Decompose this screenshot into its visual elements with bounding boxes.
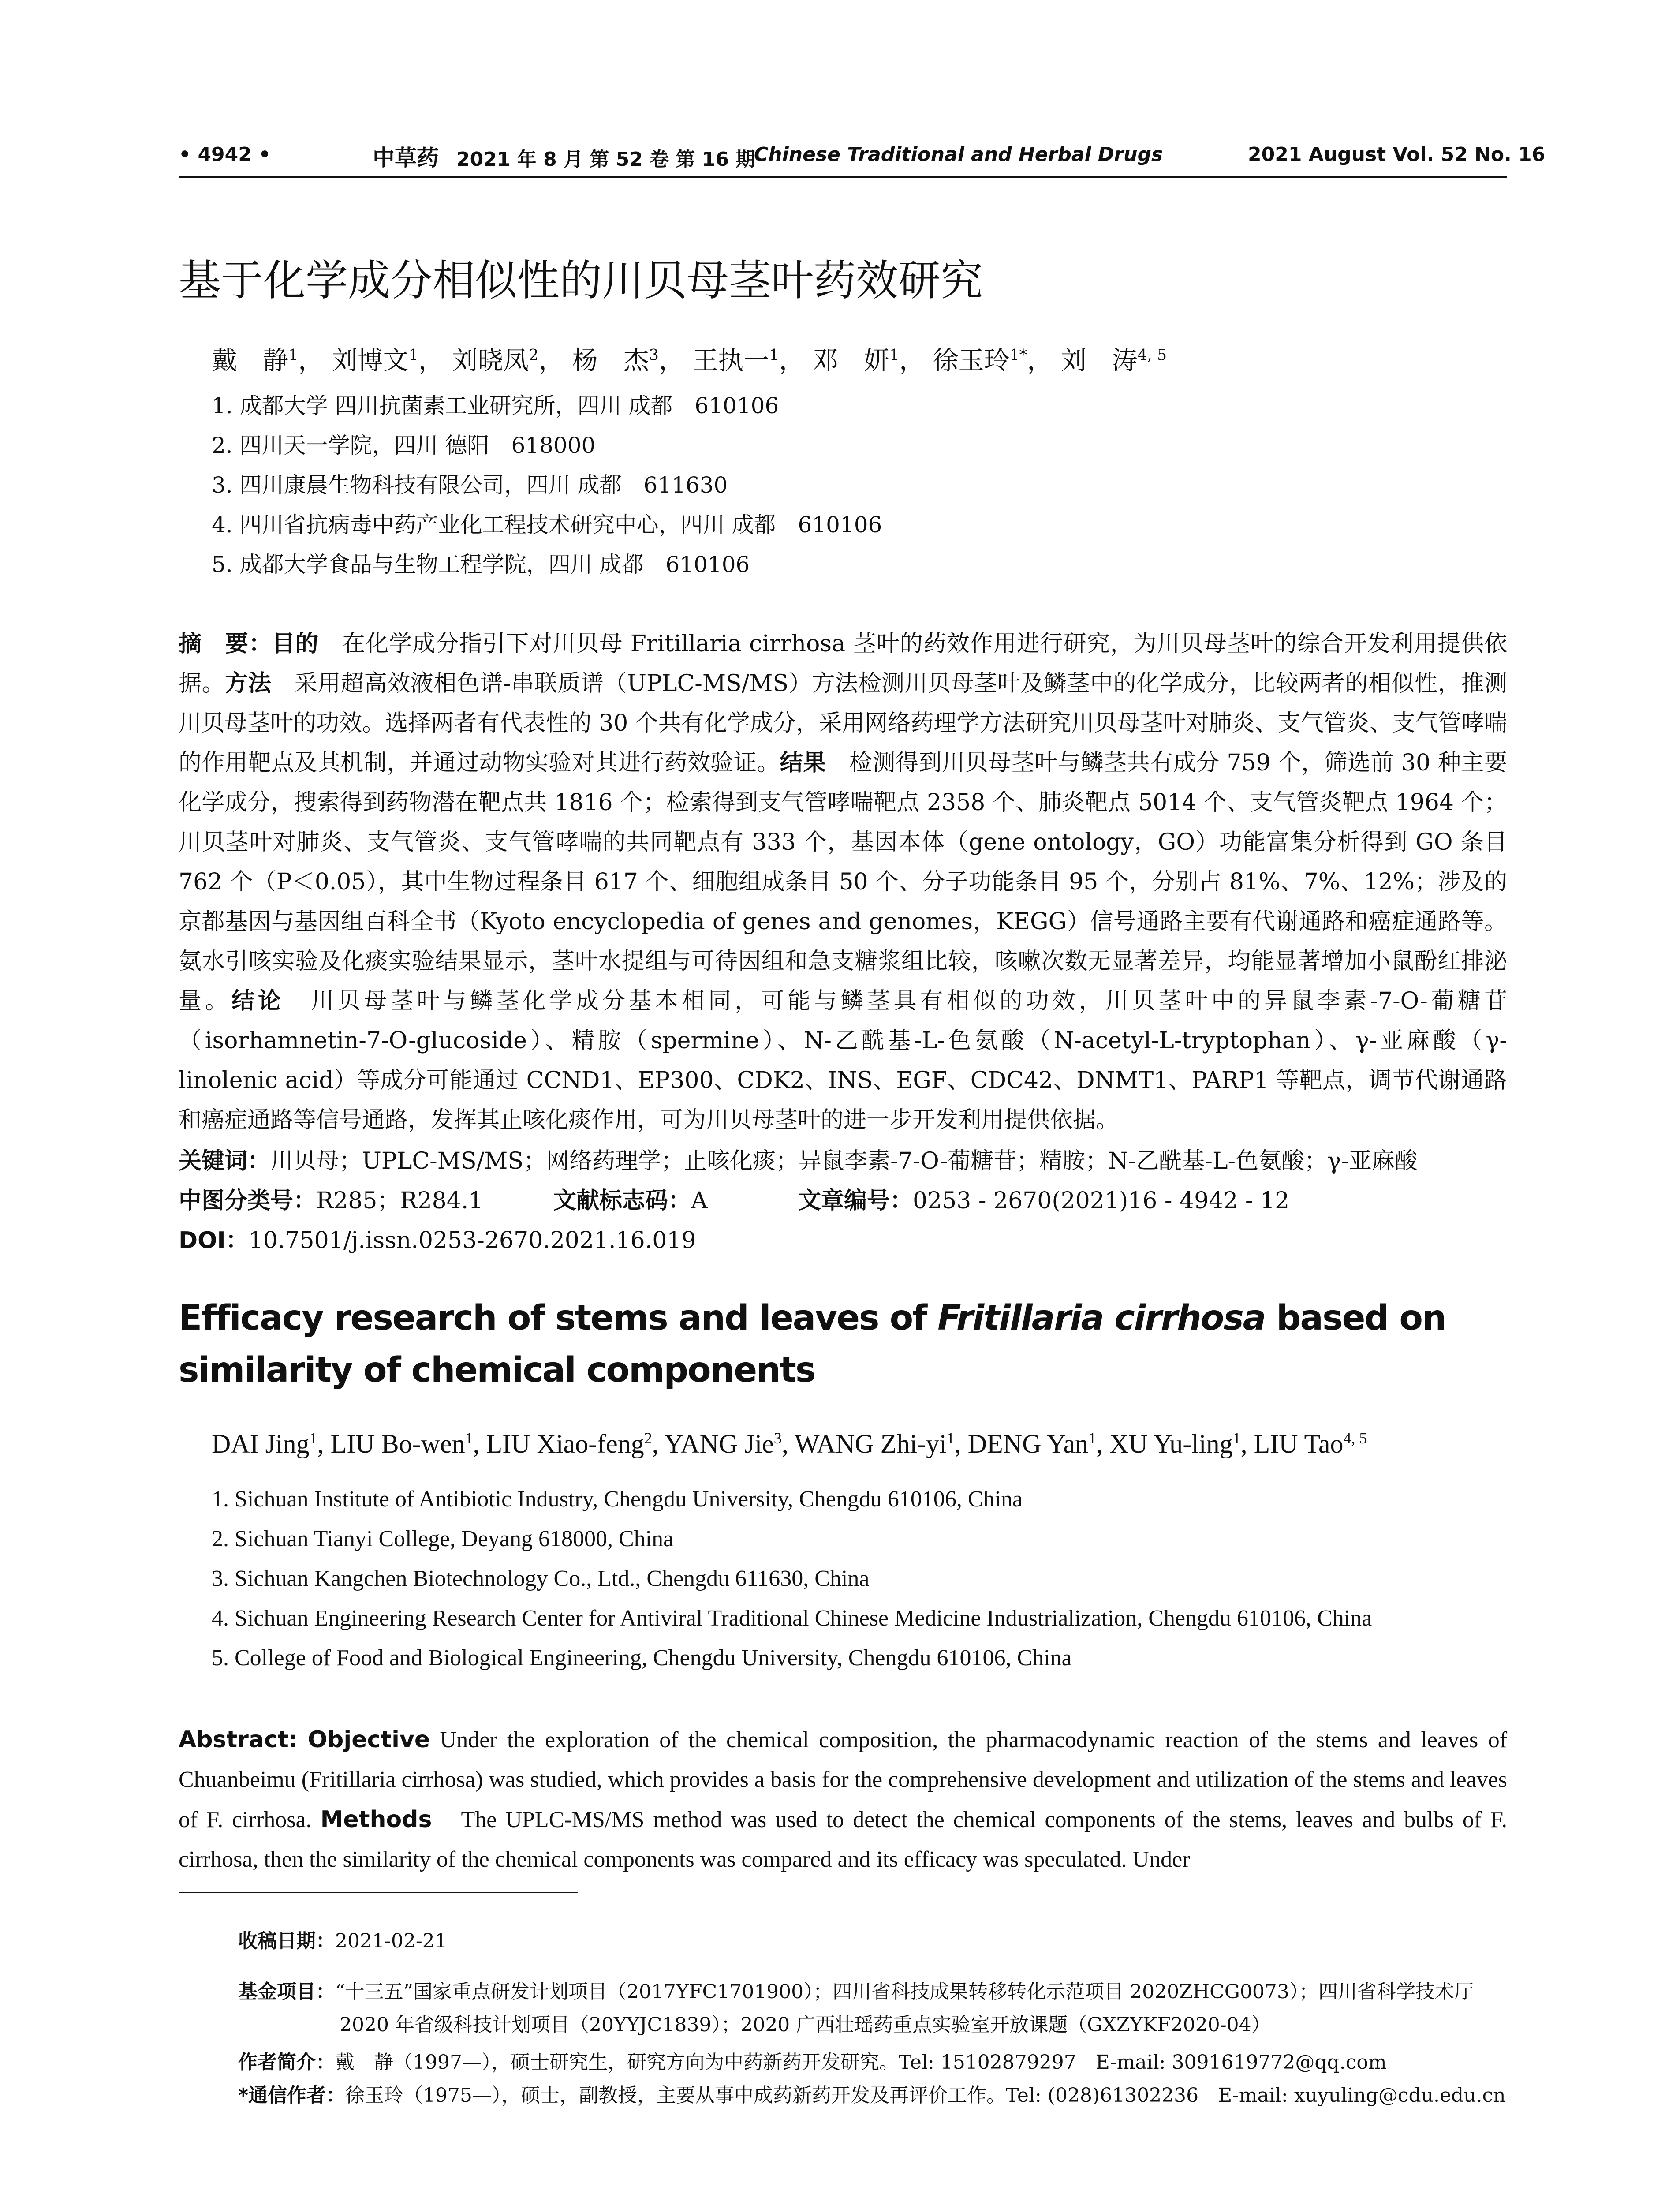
author-name: LIU Bo-wen [330, 1429, 465, 1458]
results-text: 检测得到川贝母茎叶与鳞茎共有成分 759 个，筛选前 30 种主要化学成分，搜索得到药物潜在靶点共 1816 个；检索得到支气管哮喘靶点 2358 个、肺炎靶点 5014 个、支气管炎靶点 1964 个；川贝茎叶对肺炎、支气管炎、支气管哮喘的共同靶点有 333 个，基因本体（gene ontology，GO）功能富集分析得到 GO 条目 762 个（P＜0.05），其中生物过程条目 617 个、细胞组成条目 50 个、分子功能条目 95 个，分别占 81%、7%、12%；涉及的京都基因与基因组百科全书（Kyoto encyclopedia of genes and genomes，KEGG）信号通路主要有代谢通路和癌症通路等。氨水引咳实验及化痰实验结果显示，茎叶水提组与可待因组和急支糖浆组比较，咳嗽次数无显著差异，均能显著增加小鼠酚红排泌量。 [179, 750, 1507, 1014]
author-name: 刘 涛 [1060, 345, 1138, 375]
title-en-part: Efficacy research of stems and leaves of [179, 1298, 938, 1338]
doi-line [179, 1222, 696, 1255]
footnote-rule [179, 1892, 578, 1893]
methods-text-en: The UPLC-MS/MS method was used to detect the chemical components of the stems, leaves and bulbs of F. cirrhosa, then the similarity of the chemical components was compared and its efficacy was speculated. Under [179, 1807, 1507, 1872]
keywords-label: 关键词： [179, 1148, 271, 1174]
article-number [798, 1182, 1289, 1215]
issue-date-cn: 2021 年 8 月 第 52 卷 第 16 期 [456, 148, 755, 171]
author-name: 徐玉玲 [933, 345, 1010, 375]
keywords-text: 川贝母；UPLC-MS/MS；网络药理学；止咳化痰；异鼠李素-7-O-葡糖苷；精胺；N-乙酰基-L-色氨酸；γ-亚麻酸 [270, 1148, 1418, 1174]
author-name: YANG Jie [664, 1429, 774, 1458]
corresponding-author [238, 2079, 1505, 2108]
header-rule [179, 176, 1507, 178]
title-en-species: Fritillaria cirrhosa [937, 1298, 1266, 1338]
keywords-cn [179, 1142, 1418, 1175]
methods-text: 采用超高效液相色谱-串联质谱（UPLC-MS/MS）方法检测川贝母茎叶及鳞茎中的化学成分，比较两者的相似性，推测川贝母茎叶的功效。选择两者有代表性的 30 个共有化学成分，采用网络药理学方法研究川贝母茎叶对肺炎、支气管炎、支气管哮喘的作用靶点及其机制，并通过动物实验对其进行药效验证。 [179, 670, 1507, 776]
objective-label: 目的 [272, 631, 319, 657]
fund-info-cont: 2020 年省级科技计划项目（20YYJC1839）；2020 广西壮瑶药重点实验室开放课题（GXZYKF2020-04） [340, 2014, 1271, 2036]
corresponding-label: *通信作者： [238, 2084, 346, 2107]
doc-code-label: 文献标志码： [553, 1188, 691, 1214]
doc-code [553, 1182, 708, 1215]
abstract-cn [179, 624, 1507, 1140]
author-affiliation-mark: 1 [1232, 1429, 1241, 1447]
fund-label: 基金项目： [238, 1981, 335, 2003]
affiliation-cn: 5. 成都大学食品与生物工程学院，四川 成都 610106 [212, 552, 750, 577]
journal-name-en: Chinese Traditional and Herbal Drugs [754, 143, 1163, 166]
author-name: WANG Zhi-yi [794, 1429, 947, 1458]
conclusion-text: 川贝母茎叶与鳞茎化学成分基本相同，可能与鳞茎具有相似的功效，川贝茎叶中的异鼠李素-7-O-葡糖苷（isorhamnetin-7-O-glucoside）、精胺（spermine）、N-乙酰基-L-色氨酸（N-acetyl-L-tryptophan）、γ-亚麻酸（γ-linolenic acid）等成分可能通过 CCND1、EP300、CDK2、INS、EGF、CDC42、DNMT1、PARP1 等靶点，调节代谢通路和癌症通路等信号通路，发挥其止咳化痰作用，可为川贝母茎叶的进一步开发利用提供依据。 [179, 988, 1507, 1133]
article-number-value: 0253 - 2670(2021)16 - 4942 - 12 [913, 1188, 1290, 1214]
affiliation-en: 2. Sichuan Tianyi College, Deyang 618000, China [212, 1526, 674, 1551]
corresponding-text: 徐玉玲（1975—），硕士，副教授，主要从事中成药新药开发及再评价工作。Tel: (028)61302236 E-mail: xuyuling@cdu.edu.cn [345, 2084, 1506, 2107]
issue-date-en: 2021 August Vol. 52 No. 16 [1248, 143, 1546, 166]
author-bio-label: 作者简介： [238, 2051, 335, 2074]
author-name: 邓 妍 [812, 345, 889, 375]
title-en-part: based on similarity of chemical components [179, 1298, 1446, 1390]
doc-code-value: A [691, 1188, 708, 1214]
author-affiliation-mark: 1 [769, 346, 779, 364]
author-name: LIU Xiao-feng [486, 1429, 644, 1458]
doi-label: DOI： [179, 1227, 249, 1254]
article-title-cn: 基于化学成分相似性的川贝母茎叶药效研究 [179, 256, 983, 305]
author-bio [238, 2046, 1387, 2074]
article-number-label: 文章编号： [798, 1188, 913, 1214]
objective-label-en: Objective [307, 1727, 430, 1753]
objective-text-en: Under the exploration of the chemical composition, the pharmacodynamic reaction of the stems and leaves of Chuanbeimu (Fritillaria cirrhosa) was studied, which provides a basis for the comprehensive development and utilization of the stems and leaves of F. cirrhosa. [179, 1727, 1508, 1832]
clc-value: R285；R284.1 [316, 1188, 483, 1214]
author-affiliation-mark: 3 [649, 346, 659, 364]
methods-label-en: Methods [320, 1806, 432, 1833]
affiliation-en: 3. Sichuan Kangchen Biotechnology Co., Ltd., Chengdu 611630, China [212, 1566, 870, 1591]
author-affiliation-mark: 3 [773, 1429, 782, 1447]
author-bio-text: 戴 静（1997—），硕士研究生，研究方向为中药新药开发研究。Tel: 15102879297 E-mail: 3091619772@qq.com [335, 2051, 1387, 2074]
affiliation-en: 4. Sichuan Engineering Research Center for Antiviral Traditional Chinese Medicine Industrialization, Chengdu 610106, China [212, 1606, 1372, 1631]
abstract-label-en: Abstract: [179, 1727, 298, 1753]
author-name: 刘博文 [332, 345, 409, 375]
abstract-en [179, 1720, 1507, 1880]
received-value: 2021-02-21 [335, 1930, 447, 1952]
author-name: XU Yu-ling [1109, 1429, 1233, 1458]
received-date [238, 1925, 447, 1953]
objective-text: 在化学成分指引下对川贝母 Fritillaria cirrhosa 茎叶的药效作用进行研究，为川贝母茎叶的综合开发利用提供依据。 [179, 631, 1507, 697]
fund-info [238, 1976, 1474, 2004]
article-title-en [179, 1292, 1523, 1396]
affiliation-cn: 1. 成都大学 四川抗菌素工业研究所，四川 成都 610106 [212, 393, 779, 419]
affiliation-cn: 3. 四川康晨生物科技有限公司，四川 成都 611630 [212, 472, 728, 498]
author-affiliation-mark: 2 [644, 1429, 652, 1447]
affiliation-en: 1. Sichuan Institute of Antibiotic Industry, Chengdu University, Chengdu 610106, China [212, 1487, 1023, 1512]
page-number: • 4942 • [179, 143, 271, 166]
affiliation-en: 5. College of Food and Biological Engineering, Chengdu University, Chengdu 610106, China [212, 1645, 1072, 1671]
doi-value: 10.7501/j.issn.0253-2670.2021.16.019 [248, 1227, 696, 1254]
author-affiliation-mark: 1 [408, 346, 418, 364]
results-label: 结果 [780, 750, 826, 776]
author-name: LIU Tao [1254, 1429, 1344, 1458]
clc-label: 中图分类号： [179, 1188, 317, 1214]
author-affiliation-mark: 1 [889, 346, 900, 364]
author-affiliation-mark: 2 [529, 346, 539, 364]
author-affiliation-mark: 1 [288, 346, 299, 364]
author-affiliation-mark: 4, 5 [1343, 1429, 1367, 1447]
author-list-cn: 戴 静$^1$， 刘博文$^1$， 刘晓凤$^2$， 杨 杰$^3$， 王执一$^1$， 邓 妍$^1$， 徐玉玲$^{1*}$， 刘 涛$^{4, 5}$ [212, 345, 1167, 375]
author-affiliation-mark: 1 [1088, 1429, 1097, 1447]
affiliation-cn: 4. 四川省抗病毒中药产业化工程技术研究中心，四川 成都 610106 [212, 512, 882, 538]
classification-line [179, 1182, 483, 1215]
author-name: 刘晓凤 [452, 345, 529, 375]
affiliation-cn: 2. 四川天一学院，四川 德阳 618000 [212, 433, 596, 458]
author-name: DENG Yan [967, 1429, 1089, 1458]
author-affiliation-mark: 1* [1009, 346, 1027, 364]
author-affiliation-mark: 4, 5 [1137, 346, 1167, 364]
author-name: 杨 杰 [572, 345, 649, 375]
journal-name-cn: 中草药 [373, 145, 439, 171]
author-name: 王执一 [692, 345, 769, 375]
author-affiliation-mark: 1 [309, 1429, 317, 1447]
author-affiliation-mark: 1 [465, 1429, 473, 1447]
received-label: 收稿日期： [238, 1930, 335, 1952]
methods-label: 方法 [225, 670, 272, 697]
conclusion-label: 结论 [231, 988, 285, 1014]
abstract-label: 摘 要： [179, 631, 273, 657]
author-name: 戴 静 [212, 345, 289, 375]
author-affiliation-mark: 1 [946, 1429, 955, 1447]
fund-text-1: “十三五”国家重点研发计划项目（2017YFC1701900）；四川省科技成果转移转化示范项目 2020ZHCG0073）；四川省科学技术厅 [335, 1981, 1474, 2003]
author-list-en: DAI Jing$^1$, LIU Bo-wen$^1$, LIU Xiao-feng$^2$, YANG Jie$^3$, WANG Zhi-$yi^1$, DENG Yan$^1$, XU Yu-ling$^1$, LIU Tao$^{4, 5}$ [212, 1429, 1367, 1458]
author-name: DAI Jing [212, 1429, 310, 1458]
